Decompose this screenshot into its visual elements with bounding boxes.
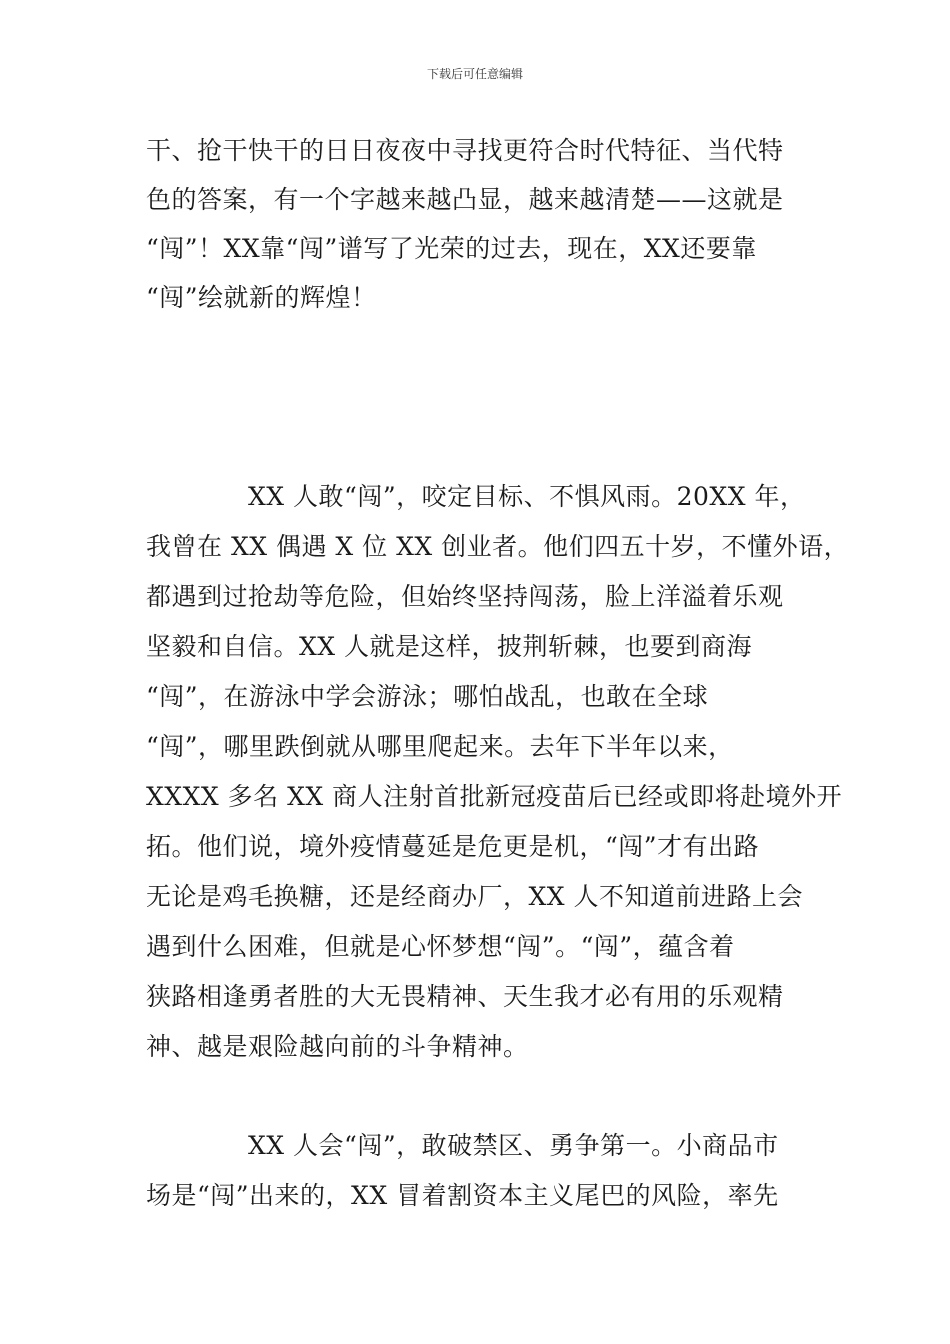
paragraph-2-line-6: “闯”，哪里跌倒就从哪里爬起来。去年下半年以来， bbox=[146, 732, 734, 761]
paragraph-2-line-12: 神、越是艰险越向前的斗争精神。 bbox=[146, 1032, 529, 1061]
paragraph-1-line-2: 色的答案，有一个字越来越凸显，越来越清楚——这就是 bbox=[146, 185, 784, 214]
paragraph-2-line-11: 狭路相逢勇者胜的大无畏精神、天生我才必有用的乐观精 bbox=[146, 982, 784, 1011]
paragraph-2-line-2: 我曾在 XX 偶遇 X 位 XX 创业者。他们四五十岁，不懂外语， bbox=[146, 532, 850, 561]
paragraph-2-line-3: 都遇到过抢劫等危险，但始终坚持闯荡，脸上洋溢着乐观 bbox=[146, 582, 784, 611]
paragraph-1-line-4: “闯”绘就新的辉煌！ bbox=[146, 283, 377, 312]
paragraph-2-line-1: XX 人敢“闯”，咬定目标、不惧风雨。20XX 年， bbox=[248, 482, 806, 511]
paragraph-2-line-10: 遇到什么困难，但就是心怀梦想“闯”。“闯”，蕴含着 bbox=[146, 932, 735, 961]
paragraph-2-line-4: 坚毅和自信。XX 人就是这样，披荆斩棘，也要到商海 bbox=[146, 632, 753, 661]
page-header: 下载后可任意编辑 bbox=[426, 67, 523, 81]
paragraph-1-line-1: 干、抢干快干的日日夜夜中寻找更符合时代特征、当代特 bbox=[146, 136, 784, 165]
paragraph-2-line-7: XXXX 多名 XX 商人注射首批新冠疫苗后已经或即将赴境外开 bbox=[146, 782, 843, 811]
paragraph-2-line-8: 拓。他们说，境外疫情蔓延是危更是机，“闯”才有出路 bbox=[146, 832, 760, 861]
paragraph-2-line-5: “闯”，在游泳中学会游泳；哪怕战乱，也敢在全球 bbox=[146, 682, 709, 711]
paragraph-2-line-9: 无论是鸡毛换糖，还是经商办厂，XX 人不知道前进路上会 bbox=[146, 882, 804, 911]
paragraph-1-line-3: “闯”！XX靠“闯”谱写了光荣的过去，现在，XX还要靠 bbox=[146, 234, 757, 263]
paragraph-3-line-1: XX 人会“闯”，敢破禁区、勇争第一。小商品市 bbox=[248, 1131, 779, 1160]
paragraph-3-line-2: 场是“闯”出来的，XX 冒着割资本主义尾巴的风险，率先 bbox=[146, 1181, 779, 1210]
